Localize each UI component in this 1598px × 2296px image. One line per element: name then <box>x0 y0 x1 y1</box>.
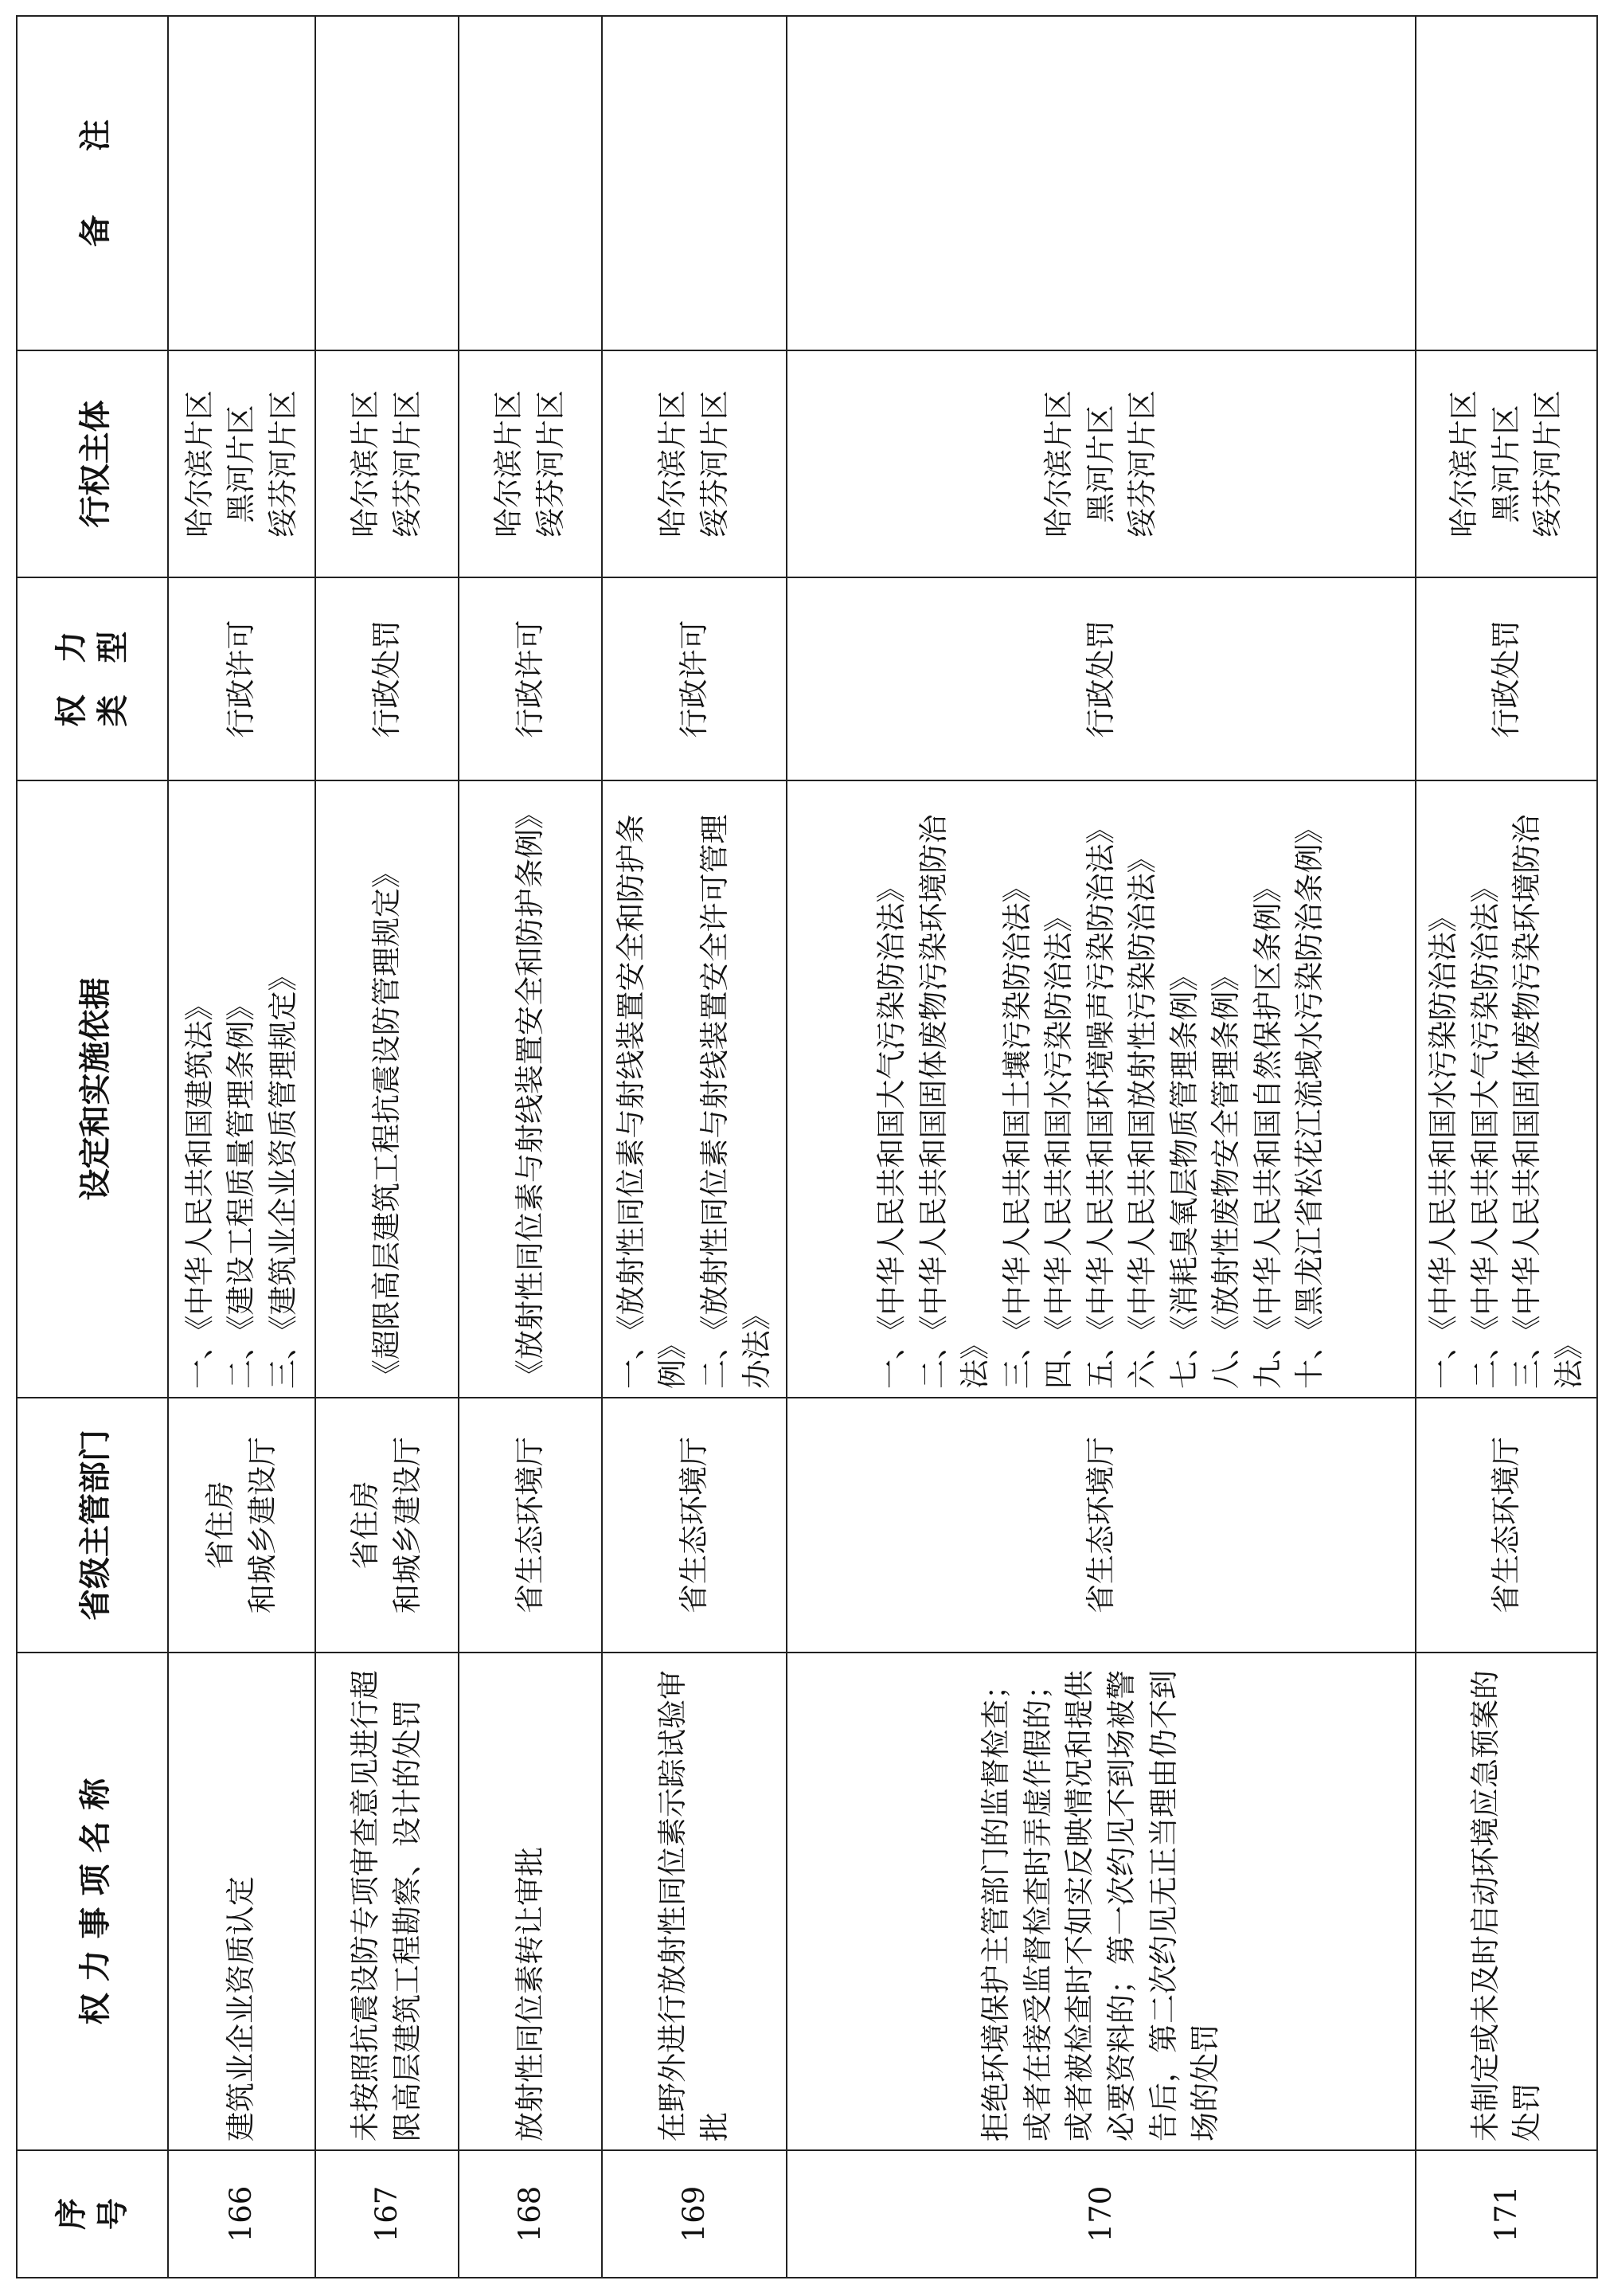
cell-subject: 哈尔滨片区 黑河片区 绥芬河片区 <box>168 350 315 577</box>
cell-type: 行政处罚 <box>315 577 459 780</box>
header-dept: 省级主管部门 <box>17 1398 168 1653</box>
cell-seq: 169 <box>602 2150 787 2278</box>
cell-name: 未制定或未及时启动环境应急预案的处罚 <box>1416 1653 1597 2150</box>
cell-name: 未按照抗震设防专项审查意见进行超限高层建筑工程勘察、设计的处罚 <box>315 1653 459 2150</box>
cell-note <box>315 16 459 350</box>
cell-subject: 哈尔滨片区 黑河片区 绥芬河片区 <box>787 350 1416 577</box>
cell-basis: 一、《中华人民共和国大气污染防治法》 二、《中华人民共和国固体废物污染环境防治法》 三、《中华人民共和国土壤污染防治法》 四、《中华人民共和国水污染防治法》 五、《中华人民共和国环境噪声污染防治法》 六、《中华人民共和国放射性污染防治法》 七、《消耗臭氧层物质管理条例》 八、《放射性废物安全管理条例》 九、《中华人民共和国自然保护区条例》 十、《黑龙江省松花江流域水污染防治条例》 <box>787 780 1416 1398</box>
cell-type: 行政处罚 <box>787 577 1416 780</box>
cell-seq: 167 <box>315 2150 459 2278</box>
cell-subject: 哈尔滨片区 绥芬河片区 <box>315 350 459 577</box>
cell-seq: 171 <box>1416 2150 1597 2278</box>
cell-name: 建筑业企业资质认定 <box>168 1653 315 2150</box>
power-list-table <box>16 15 1598 2278</box>
cell-basis: 《放射性同位素与射线装置安全和防护条例》 <box>459 780 602 1398</box>
cell-seq: 168 <box>459 2150 602 2278</box>
header-type: 权 力 类 型 <box>17 577 168 780</box>
header-name: 权 力 事 项 名 称 <box>17 1653 168 2150</box>
cell-note <box>787 16 1416 350</box>
cell-basis: 一、《放射性同位素与射线装置安全和防护条例》 二、《放射性同位素与射线装置安全许可管理办法》 <box>602 780 787 1398</box>
header-subject: 行权主体 <box>17 350 168 577</box>
cell-note <box>1416 16 1597 350</box>
cell-dept: 省住房 和城乡建设厅 <box>315 1398 459 1653</box>
cell-subject: 哈尔滨片区 绥芬河片区 <box>459 350 602 577</box>
cell-basis: 《超限高层建筑工程抗震设防管理规定》 <box>315 780 459 1398</box>
table-row <box>602 16 787 2278</box>
cell-name: 放射性同位素转让审批 <box>459 1653 602 2150</box>
header-note: 备 注 <box>17 16 168 350</box>
cell-name: 在野外进行放射性同位素示踪试验审批 <box>602 1653 787 2150</box>
table-row <box>1416 16 1597 2278</box>
table-row <box>315 16 459 2278</box>
cell-seq: 170 <box>787 2150 1416 2278</box>
header-row <box>17 16 168 2278</box>
cell-dept: 省生态环境厅 <box>1416 1398 1597 1653</box>
header-seq: 序 号 <box>17 2150 168 2278</box>
header-basis: 设定和实施依据 <box>17 780 168 1398</box>
cell-name: 拒绝环境保护主管部门的监督检查；或者在接受监督检查时弄虚作假的；或者被检查时不如实反映情况和提供必要资料的；第一次约见不到场被警告后，第二次约见无正当理由仍不到场的处罚 <box>787 1653 1416 2150</box>
table-row <box>459 16 602 2278</box>
cell-seq: 166 <box>168 2150 315 2278</box>
cell-type: 行政许可 <box>168 577 315 780</box>
cell-note <box>602 16 787 350</box>
cell-dept: 省住房 和城乡建设厅 <box>168 1398 315 1653</box>
cell-dept: 省生态环境厅 <box>787 1398 1416 1653</box>
cell-type: 行政处罚 <box>1416 577 1597 780</box>
cell-subject: 哈尔滨片区 绥芬河片区 <box>602 350 787 577</box>
cell-dept: 省生态环境厅 <box>602 1398 787 1653</box>
cell-basis: 一、《中华人民共和国建筑法》 二、《建设工程质量管理条例》 三、《建筑业企业资质管理规定》 <box>168 780 315 1398</box>
cell-subject: 哈尔滨片区 黑河片区 绥芬河片区 <box>1416 350 1597 577</box>
table-row <box>787 16 1416 2278</box>
cell-dept: 省生态环境厅 <box>459 1398 602 1653</box>
cell-note <box>168 16 315 350</box>
cell-basis: 一、《中华人民共和国水污染防治法》 二、《中华人民共和国大气污染防治法》 三、《中华人民共和国固体废物污染环境防治法》 <box>1416 780 1597 1398</box>
cell-type: 行政许可 <box>459 577 602 780</box>
cell-note <box>459 16 602 350</box>
table-row <box>168 16 315 2278</box>
cell-type: 行政许可 <box>602 577 787 780</box>
